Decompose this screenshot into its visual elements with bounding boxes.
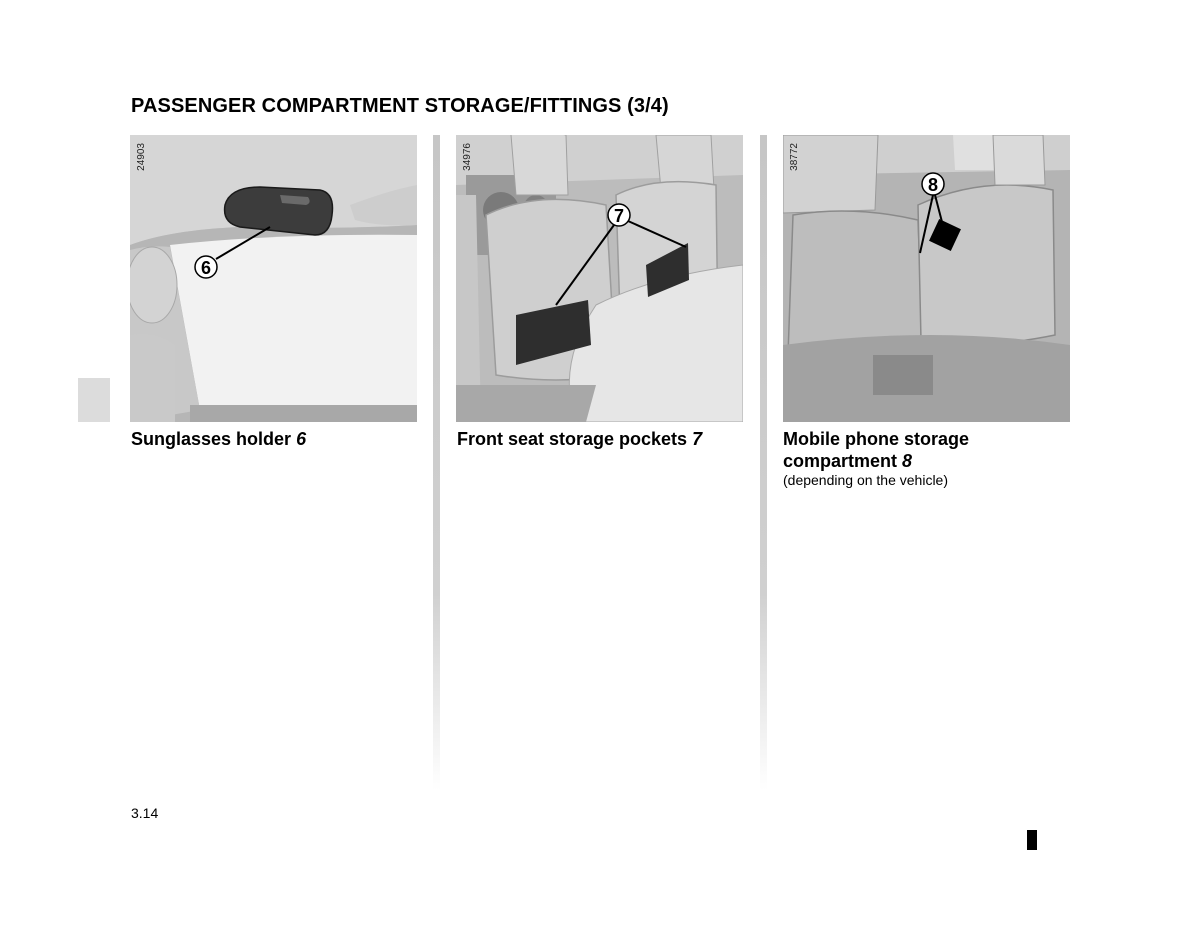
callout-6-label: 6 bbox=[200, 258, 212, 278]
page-number: 3.14 bbox=[131, 805, 159, 821]
caption-text: Front seat storage pockets bbox=[457, 429, 693, 449]
front-seat-pockets-photo bbox=[456, 135, 743, 422]
callout-7-label: 7 bbox=[613, 206, 625, 226]
column-divider-1 bbox=[433, 135, 440, 790]
caption-mobile-phone-storage bbox=[783, 428, 1083, 472]
figure-code: 24903 bbox=[136, 143, 147, 171]
caption-number: 6 bbox=[296, 429, 307, 449]
caption-sunglasses-holder bbox=[131, 428, 431, 450]
sunglasses-holder-photo bbox=[130, 135, 417, 422]
caption-number: 7 bbox=[692, 429, 703, 449]
section-tab bbox=[78, 378, 110, 422]
section-end-mark bbox=[1027, 830, 1037, 850]
callout-8-label: 8 bbox=[927, 175, 939, 195]
caption-number: 8 bbox=[902, 451, 913, 471]
page-title: PASSENGER COMPARTMENT STORAGE/FITTINGS (3/4) bbox=[131, 95, 669, 117]
figure-code: 34976 bbox=[462, 143, 473, 171]
figure-code: 38772 bbox=[789, 143, 800, 171]
caption-text: compartment bbox=[783, 451, 903, 471]
caption-line-1: Mobile phone storage bbox=[783, 429, 970, 449]
caption-front-seat-pockets bbox=[457, 428, 757, 450]
column-divider-2 bbox=[760, 135, 767, 790]
caption-note: (depending on the vehicle) bbox=[783, 472, 949, 488]
caption-text: Sunglasses holder bbox=[131, 429, 297, 449]
mobile-phone-storage-photo bbox=[783, 135, 1070, 422]
